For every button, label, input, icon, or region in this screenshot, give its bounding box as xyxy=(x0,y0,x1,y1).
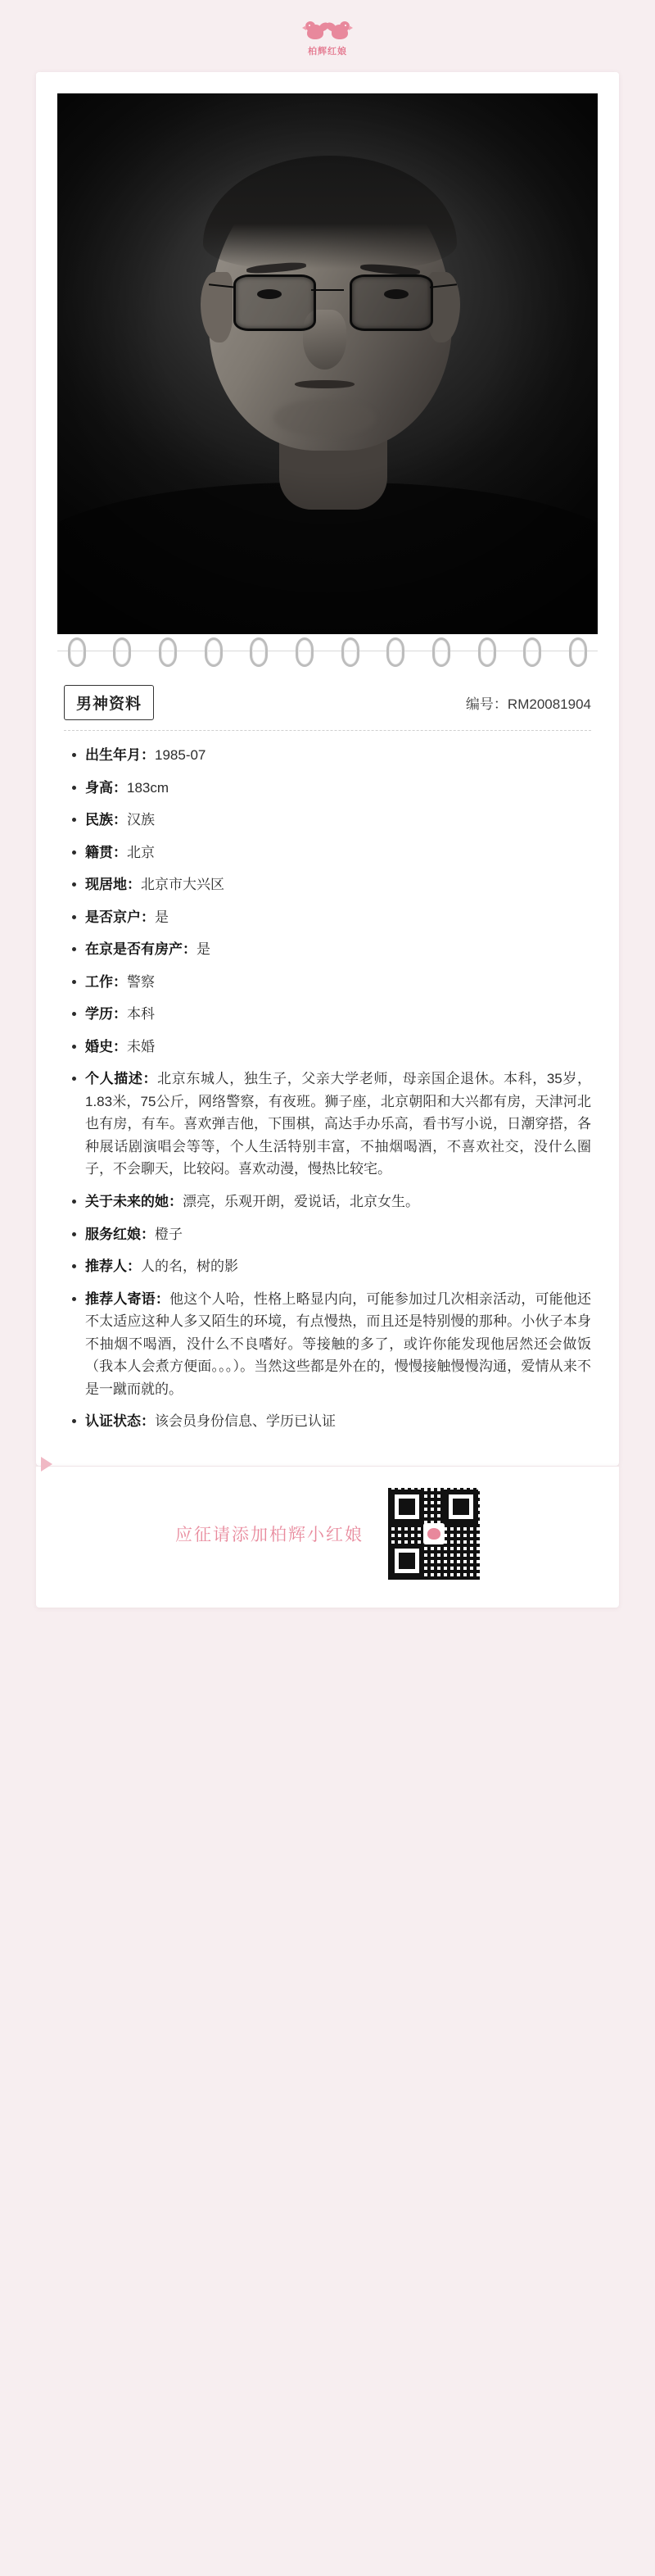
field-value: 1985-07 xyxy=(155,747,206,763)
field-value: 是 xyxy=(155,909,169,925)
field-key: 推荐人寄语： xyxy=(85,1290,170,1307)
field-key: 身高： xyxy=(85,779,127,796)
list-item xyxy=(85,873,591,896)
list-item xyxy=(85,1288,591,1401)
binding-ring-icon xyxy=(386,637,404,667)
play-triangle-icon xyxy=(41,1457,52,1472)
list-item xyxy=(85,809,591,832)
field-key: 是否京户： xyxy=(85,909,155,925)
binding-ring-icon xyxy=(68,637,86,667)
field-value: 漂亮，乐观开朗，爱说话，北京女生。 xyxy=(183,1193,419,1209)
field-value: 警察 xyxy=(127,973,155,990)
brand-logo xyxy=(305,21,350,57)
binding-ring-icon xyxy=(523,637,541,667)
list-item xyxy=(85,1223,591,1246)
field-key: 现居地： xyxy=(85,877,141,893)
field-key: 个人描述： xyxy=(85,1071,158,1087)
field-key: 关于未来的她： xyxy=(85,1193,183,1209)
brand-name: 柏辉红娘 xyxy=(308,47,347,57)
field-value: 北京市大兴区 xyxy=(141,877,224,893)
binding-ring-icon xyxy=(205,637,223,667)
field-value: 未婚 xyxy=(127,1038,155,1054)
binding-ring-icon xyxy=(341,637,359,667)
field-key: 工作： xyxy=(85,973,127,990)
list-item xyxy=(85,1410,591,1433)
list-item xyxy=(85,1036,591,1059)
photo-container xyxy=(36,72,619,634)
field-value: 人的名，树的影 xyxy=(141,1259,238,1275)
member-code-value: RM20081904 xyxy=(507,696,591,712)
field-value: 汉族 xyxy=(127,812,155,828)
list-item xyxy=(85,841,591,864)
section-tag: 男神资料 xyxy=(64,685,154,720)
list-item xyxy=(85,1255,591,1278)
field-key: 认证状态： xyxy=(85,1413,155,1430)
field-key: 出生年月： xyxy=(85,747,155,763)
binding-ring-icon xyxy=(296,637,314,667)
field-value: 是 xyxy=(196,941,210,958)
brand-header xyxy=(0,0,655,72)
list-item xyxy=(85,1003,591,1026)
spiral-binding xyxy=(36,634,619,670)
qr-code-icon[interactable] xyxy=(388,1488,480,1580)
binding-ring-icon xyxy=(478,637,496,667)
field-value: 该会员身份信息、学历已认证 xyxy=(155,1413,336,1430)
field-value: 他这个人哈，性格上略显内向，可能参加过几次相亲活动，可能他还不太适应这种人多又陌生的环境，有点慢热，而且还是特别慢的那种。小伙子本身不抽烟不喝酒，没什么不良嗜好。等接触的多了，或许你能发现他居然还会做饭（我本人会煮方便面。。。）。当然这些都是外在的，慢慢接触慢慢沟通，爱情从来不是一蹴而就的。 xyxy=(85,1290,592,1397)
binding-ring-icon xyxy=(250,637,268,667)
footer-cta xyxy=(36,1466,619,1608)
field-value: 北京东城人，独生子，父亲大学老师，母亲国企退休。本科，35岁，1.83米，75公斤，网络警察，有夜班。狮子座，北京朝阳和大兴都有房，天津河北也有房，有车。喜欢弹吉他，下围棋，高达手办乐高，看书写小说，日潮穿搭，各种展话剧演唱会等等，个人生活特别丰富，不抽烟喝酒，不喜欢社交，没什么圈子，不会聊天，比较闷。喜欢动漫，慢热比较宅。 xyxy=(85,1071,591,1177)
cta-text: 应征请添加柏辉小红娘 xyxy=(175,1525,364,1544)
info-header xyxy=(64,677,591,731)
profile-photo xyxy=(57,93,598,634)
profile-card xyxy=(36,72,619,1466)
binding-ring-icon xyxy=(432,637,450,667)
list-item xyxy=(85,1068,591,1181)
field-key: 推荐人： xyxy=(85,1259,141,1275)
field-list xyxy=(64,744,591,1433)
binding-ring-icon xyxy=(569,637,587,667)
list-item xyxy=(85,971,591,994)
two-birds-icon xyxy=(305,21,350,43)
member-code-label: 编号： xyxy=(465,696,508,712)
field-value: 本科 xyxy=(127,1006,155,1023)
field-key: 学历： xyxy=(85,1006,127,1023)
list-item xyxy=(85,744,591,767)
list-item xyxy=(85,906,591,929)
profile-info xyxy=(36,670,619,1464)
field-key: 服务红娘： xyxy=(85,1226,155,1242)
list-item xyxy=(85,1190,591,1213)
field-key: 籍贯： xyxy=(85,844,127,860)
list-item xyxy=(85,938,591,961)
field-key: 民族： xyxy=(85,812,127,828)
field-value: 橙子 xyxy=(155,1226,183,1242)
list-item xyxy=(85,777,591,800)
bird-left-icon xyxy=(305,21,327,43)
binding-ring-icon xyxy=(113,637,131,667)
binding-ring-icon xyxy=(159,637,177,667)
page-bottom-spacer xyxy=(0,1608,655,1629)
field-value: 183cm xyxy=(127,779,169,796)
bird-right-icon xyxy=(328,21,350,43)
field-key: 婚史： xyxy=(85,1038,127,1054)
field-key: 在京是否有房产： xyxy=(85,941,196,958)
member-code xyxy=(466,692,591,713)
field-value: 北京 xyxy=(127,844,155,860)
